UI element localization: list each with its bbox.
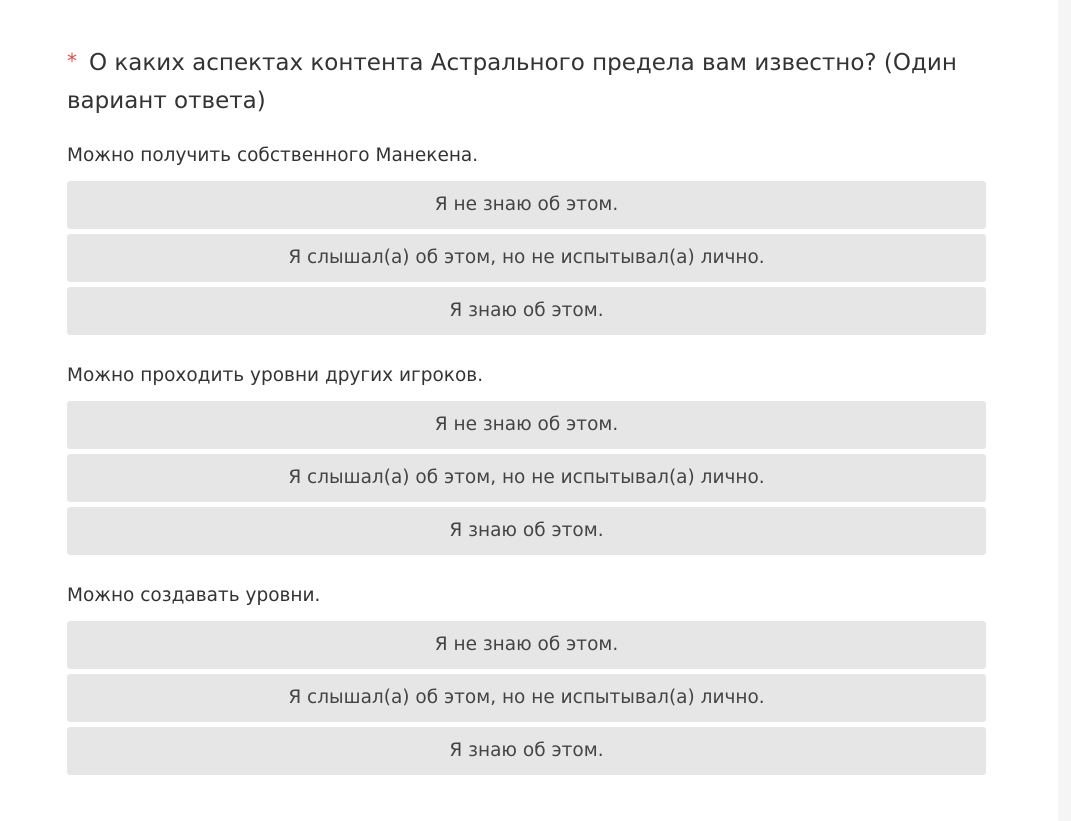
option-heard-button[interactable]: Я слышал(а) об этом, но не испытывал(а) лично. [67,674,986,722]
statement-text: Можно проходить уровни других игроков. [67,365,484,386]
option-know-button[interactable]: Я знаю об этом. [67,727,986,775]
option-dont-know-button[interactable]: Я не знаю об этом. [67,621,986,669]
statement-group [67,582,986,775]
option-list [67,181,986,335]
statement-group [67,362,986,555]
scrollbar-track[interactable] [1058,0,1071,821]
option-heard-button[interactable]: Я слышал(а) об этом, но не испытывал(а) лично. [67,234,986,282]
option-list [67,621,986,775]
question-title-row [67,44,986,120]
option-know-button[interactable]: Я знаю об этом. [67,287,986,335]
option-dont-know-button[interactable]: Я не знаю об этом. [67,181,986,229]
statement-text: Можно получить собственного Манекена. [67,145,479,166]
statement-group [67,142,986,335]
survey-question-block [67,44,986,775]
required-asterisk: * [67,49,77,73]
option-list [67,401,986,555]
statement-text: Можно создавать уровни. [67,585,321,606]
option-know-button[interactable]: Я знаю об этом. [67,507,986,555]
question-title: О каких аспектах контента Астрального предела вам известно? (Один вариант ответа) [67,50,957,114]
option-heard-button[interactable]: Я слышал(а) об этом, но не испытывал(а) лично. [67,454,986,502]
option-dont-know-button[interactable]: Я не знаю об этом. [67,401,986,449]
